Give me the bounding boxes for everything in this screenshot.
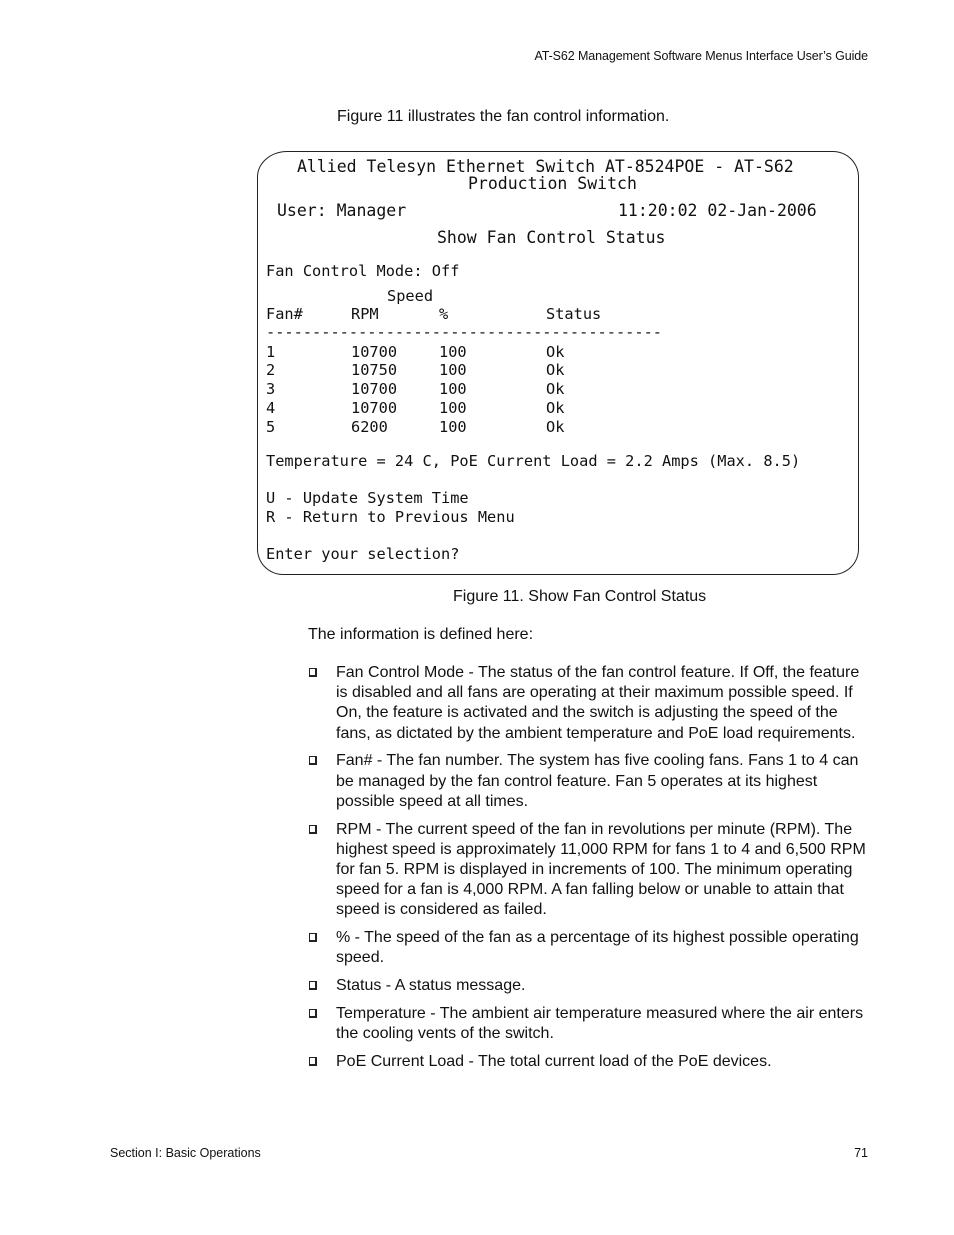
checkbox-bullet-icon xyxy=(309,1057,317,1066)
terminal-screen xyxy=(257,151,859,575)
selection-prompt[interactable]: Enter your selection? xyxy=(266,545,460,563)
cell-rpm: 6200 xyxy=(351,418,388,436)
fan-control-mode-line: Fan Control Mode: Off xyxy=(266,262,460,280)
list-item-text: Temperature - The ambient air temperature measured where the air enters the cooling vents of the switch. xyxy=(336,1005,864,1043)
terminal-user: User: Manager xyxy=(277,201,407,220)
list-item xyxy=(307,1004,867,1044)
cell-status: Ok xyxy=(546,361,565,379)
cell-status: Ok xyxy=(546,418,565,436)
terminal-title-line2: Production Switch xyxy=(468,174,637,193)
speed-header: Speed xyxy=(387,287,434,305)
cell-status: Ok xyxy=(546,380,565,398)
cell-percent: 100 xyxy=(439,380,467,398)
defined-intro: The information is defined here: xyxy=(308,626,534,643)
col-header-fan: Fan# xyxy=(266,305,303,323)
checkbox-bullet-icon xyxy=(309,1009,317,1018)
list-item-text: Fan# - The fan number. The system has five cooling fans. Fans 1 to 4 can be managed by the fan control feature. Fan 5 operates at its highest possible speed at all times. xyxy=(336,752,859,810)
list-item-text: PoE Current Load - The total current load of the PoE devices. xyxy=(336,1053,772,1071)
list-item xyxy=(307,928,867,968)
cell-status: Ok xyxy=(546,343,565,361)
checkbox-bullet-icon xyxy=(309,981,317,990)
cell-fan: 4 xyxy=(266,399,276,417)
terminal-datetime: 11:20:02 02-Jan-2006 xyxy=(618,201,817,220)
definition-list xyxy=(307,663,867,1080)
col-header-status: Status xyxy=(546,305,602,323)
terminal-screen-title: Show Fan Control Status xyxy=(437,228,666,247)
cell-status: Ok xyxy=(546,399,565,417)
page-number: 71 xyxy=(854,1146,868,1160)
col-header-rpm: RPM xyxy=(351,305,379,323)
temperature-line: Temperature = 24 C, PoE Current Load = 2.2 Amps (Max. 8.5) xyxy=(266,452,801,470)
list-item-text: Status - A status message. xyxy=(336,977,526,995)
checkbox-bullet-icon xyxy=(309,756,317,765)
col-header-percent: % xyxy=(439,305,449,323)
checkbox-bullet-icon xyxy=(309,933,317,942)
cell-rpm: 10700 xyxy=(351,343,398,361)
intro-paragraph: Figure 11 illustrates the fan control information. xyxy=(337,108,670,125)
cell-fan: 3 xyxy=(266,380,276,398)
cell-rpm: 10700 xyxy=(351,380,398,398)
list-item xyxy=(307,751,867,812)
list-item xyxy=(307,976,867,996)
list-item-text: % - The speed of the fan as a percentage of its highest possible operating speed. xyxy=(336,929,859,967)
terminal-title-line1: Allied Telesyn Ethernet Switch AT-8524POE - AT-S62 xyxy=(297,157,794,176)
list-item xyxy=(307,663,867,744)
list-item-text: RPM - The current speed of the fan in revolutions per minute (RPM). The highest speed is approximately 11,000 RPM for fans 1 to 4 and 6,500 RPM for fan 5. RPM is displayed in increments of 100. The minimum operating speed for a fan is 4,000 RPM. A fan falling below or unable to attain that speed is considered as failed. xyxy=(336,820,866,919)
running-header: AT-S62 Management Software Menus Interface User’s Guide xyxy=(534,49,868,63)
figure-caption: Figure 11. Show Fan Control Status xyxy=(453,588,707,605)
separator-line: ------------------------------------------- xyxy=(266,323,663,341)
cell-percent: 100 xyxy=(439,343,467,361)
cell-percent: 100 xyxy=(439,399,467,417)
menu-option-return[interactable]: R - Return to Previous Menu xyxy=(266,508,515,526)
cell-rpm: 10750 xyxy=(351,361,398,379)
list-item xyxy=(307,820,867,921)
menu-option-update-time[interactable]: U - Update System Time xyxy=(266,489,469,507)
checkbox-bullet-icon xyxy=(309,668,317,677)
footer-section: Section I: Basic Operations xyxy=(110,1146,261,1160)
cell-fan: 2 xyxy=(266,361,276,379)
cell-rpm: 10700 xyxy=(351,399,398,417)
checkbox-bullet-icon xyxy=(309,825,317,834)
cell-percent: 100 xyxy=(439,418,467,436)
cell-fan: 5 xyxy=(266,418,276,436)
list-item xyxy=(307,1052,867,1072)
cell-fan: 1 xyxy=(266,343,276,361)
list-item-text: Fan Control Mode - The status of the fan control feature. If Off, the feature is disabled and all fans are operating at their maximum possible speed. If On, the feature is activated and the switch is adjusting the speed of the fans, as dictated by the ambient temperature and PoE load requirements. xyxy=(336,664,860,742)
cell-percent: 100 xyxy=(439,361,467,379)
